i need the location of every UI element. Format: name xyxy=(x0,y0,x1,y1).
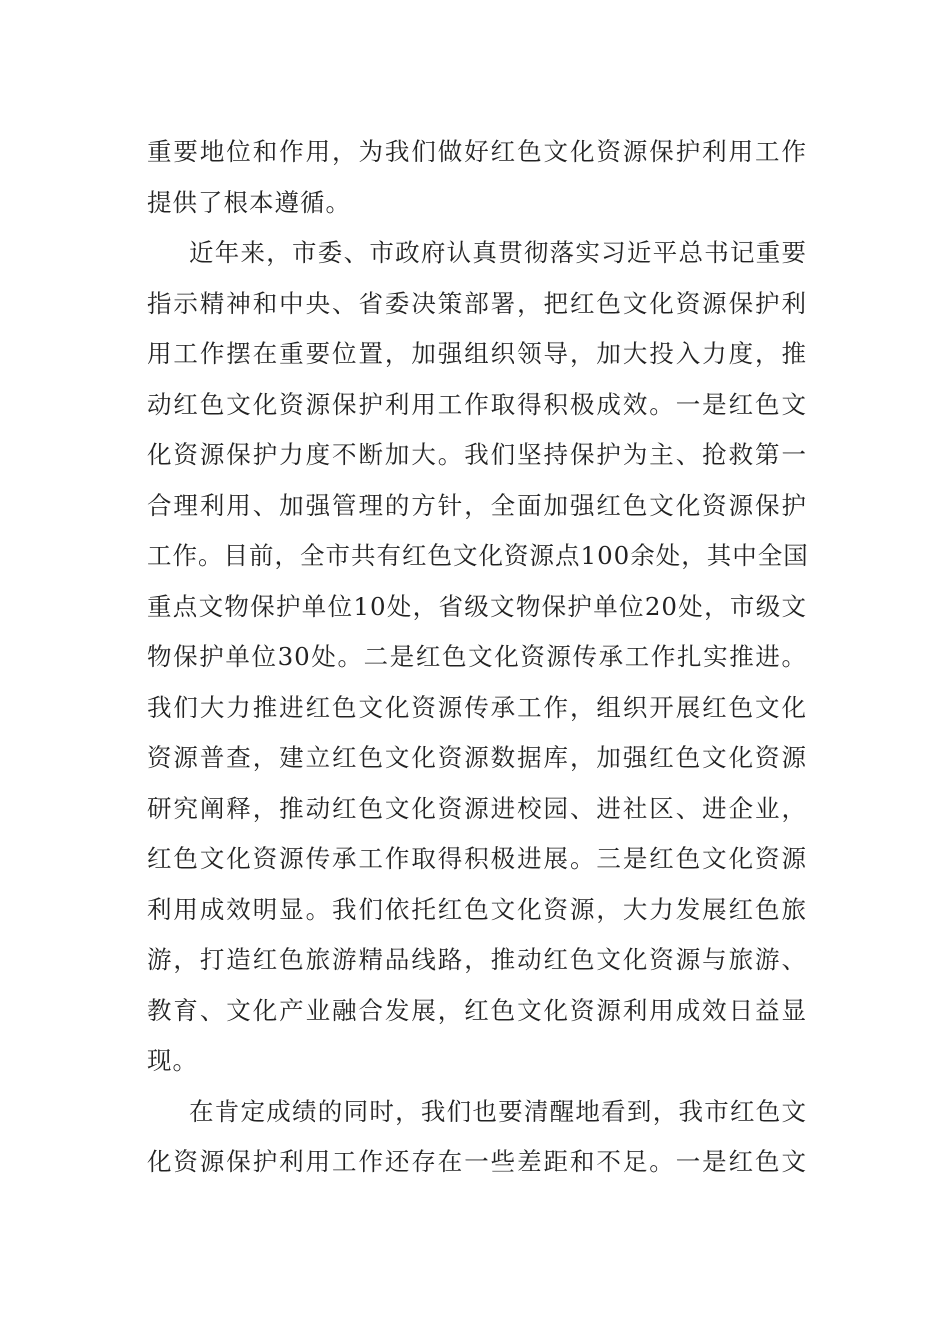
paragraph-2-line-3: 用工作摆在重要位置，加强组织领导，加大投入力度，推 xyxy=(147,339,807,368)
paragraph-1-line-1: 重要地位和作用，为我们做好红色文化资源保护利用工作 xyxy=(147,137,807,166)
document-body xyxy=(147,127,807,1188)
paragraph-2-line-15: 游，打造红色旅游精品线路，推动红色文化资源与旅游、 xyxy=(147,945,807,974)
paragraph-2-line-14: 利用成效明显。我们依托红色文化资源，大力发展红色旅 xyxy=(147,894,807,924)
paragraph-2-line-9: 物保护单位30处。二是红色文化资源传承工作扎实推进。 xyxy=(147,642,807,671)
paragraph-3-line-1: 在肯定成绩的同时，我们也要清醒地看到，我市红色文 xyxy=(189,1096,807,1126)
paragraph-2-line-11: 资源普查，建立红色文化资源数据库，加强红色文化资源 xyxy=(147,743,807,772)
paragraph-2-line-13: 红色文化资源传承工作取得积极进展。三是红色文化资源 xyxy=(147,844,807,873)
paragraph-2-line-6: 合理利用、加强管理的方针，全面加强红色文化资源保护 xyxy=(147,490,807,520)
paragraph-2-line-1: 近年来，市委、市政府认真贯彻落实习近平总书记重要 xyxy=(189,238,807,267)
paragraph-2-line-8: 重点文物保护单位10处，省级文物保护单位20处，市级文 xyxy=(147,591,807,621)
paragraph-2-line-5: 化资源保护力度不断加大。我们坚持保护为主、抢救第一 xyxy=(147,440,807,469)
paragraph-1-line-2: 提供了根本遵循。 xyxy=(147,187,351,217)
paragraph-2-line-12: 研究阐释，推动红色文化资源进校园、进社区、进企业， xyxy=(147,793,807,823)
paragraph-3-line-2: 化资源保护利用工作还存在一些差距和不足。一是红色文 xyxy=(147,1147,807,1176)
paragraph-2-line-17: 现。 xyxy=(147,1046,198,1075)
paragraph-2-line-10: 我们大力推进红色文化资源传承工作，组织开展红色文化 xyxy=(147,692,807,722)
paragraph-2-line-4: 动红色文化资源保护利用工作取得积极成效。一是红色文 xyxy=(147,389,807,419)
paragraph-2-line-7: 工作。目前，全市共有红色文化资源点100余处，其中全国 xyxy=(147,541,809,570)
paragraph-2-line-2: 指示精神和中央、省委决策部署，把红色文化资源保护利 xyxy=(147,288,807,318)
paragraph-2-line-16: 教育、文化产业融合发展，红色文化资源利用成效日益显 xyxy=(147,995,807,1025)
